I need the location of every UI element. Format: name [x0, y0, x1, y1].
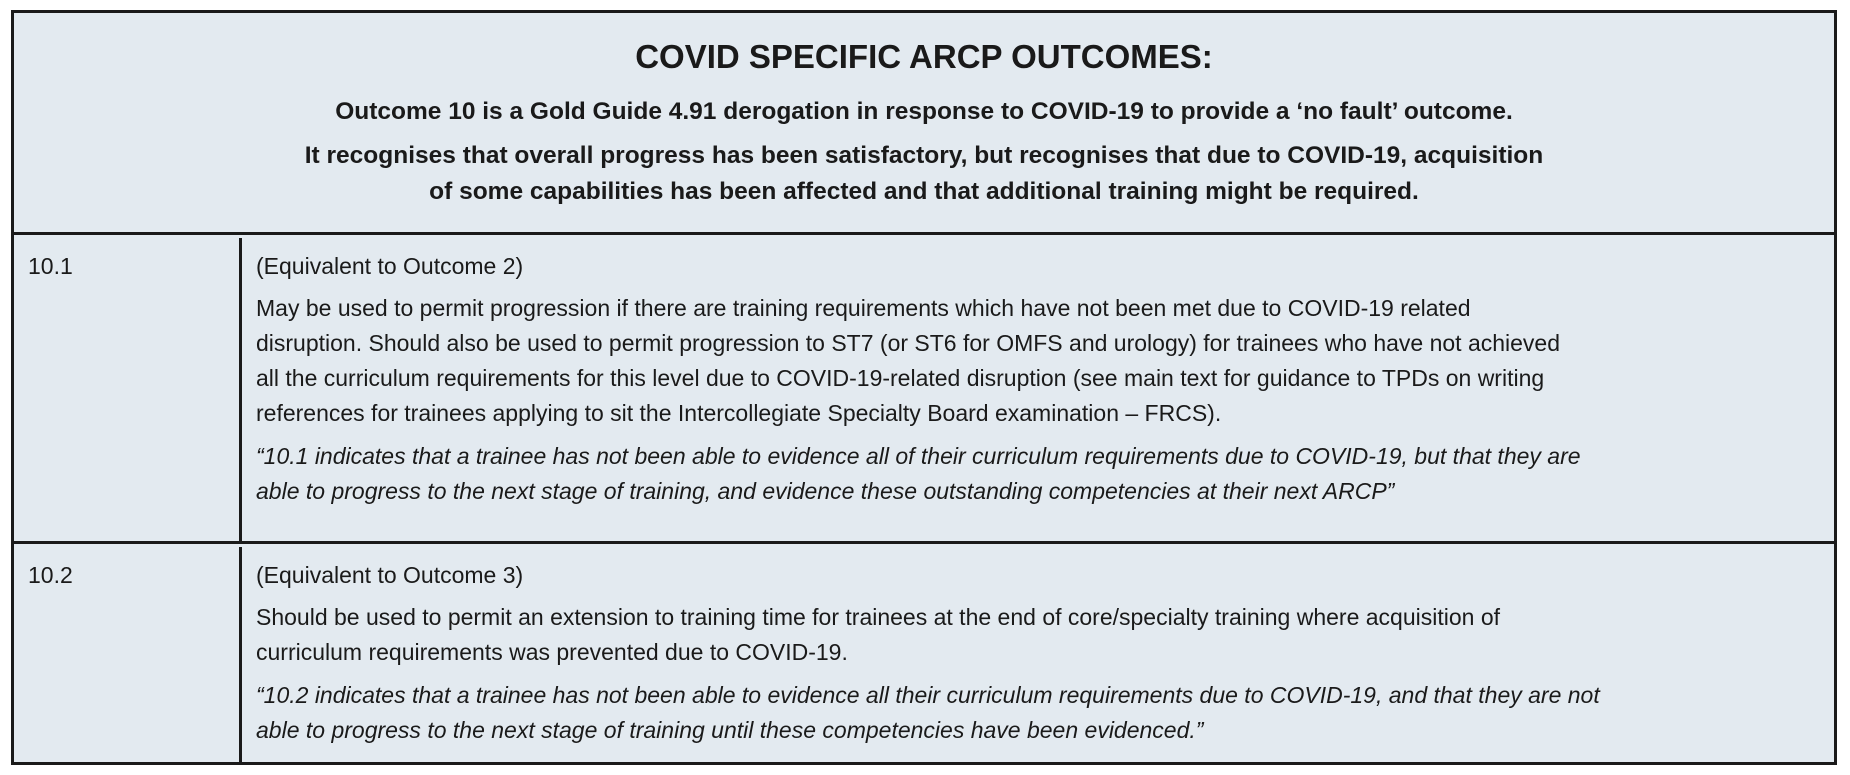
outcome-code-cell [14, 547, 242, 762]
outcome-equivalence: (Equivalent to Outcome 3) [256, 562, 524, 588]
table-row-10-2 [14, 547, 1834, 762]
outcome-description-line: all the curriculum requirements for this level due to COVID-19-related disruption (see main text for guidance to TPDs on writing [256, 365, 1545, 391]
table-row-10-1 [14, 238, 1834, 544]
outcome-description-cell [242, 547, 1834, 762]
header-description-line-1: It recognises that overall progress has been satisfactory, but recognises that due to COVID-19, acquisition [304, 142, 1544, 169]
outcome-description-line: references for trainees applying to sit the Intercollegiate Specialty Board examination – FRCS). [256, 400, 1222, 426]
outcome-code: 10.2 [28, 562, 73, 588]
outcome-quote-line: able to progress to the next stage of training, and evidence these outstanding competencies at their next ARCP” [256, 478, 1395, 504]
outcome-code: 10.1 [28, 253, 73, 279]
outcome-description-line: curriculum requirements was prevented due to COVID-19. [256, 639, 848, 665]
outcome-description-line: disruption. Should also be used to permit progression to ST7 (or ST6 for OMFS and urology) for trainees who have not achieved [256, 330, 1561, 356]
outcome-description-cell [242, 238, 1834, 541]
outcome-quote-line: “10.1 indicates that a trainee has not been able to evidence all of their curriculum requirements due to COVID-19, but that they are [256, 443, 1581, 469]
outcome-description-line: Should be used to permit an extension to training time for trainees at the end of core/specialty training where acquisition of [256, 604, 1500, 630]
outcome-equivalence: (Equivalent to Outcome 2) [256, 253, 524, 279]
header-intro-line: Outcome 10 is a Gold Guide 4.91 derogation in response to COVID-19 to provide a ‘no fault’ outcome. [335, 98, 1513, 125]
outcome-quote-line: “10.2 indicates that a trainee has not been able to evidence all their curriculum requirements due to COVID-19, and that they are not [256, 682, 1600, 708]
table-header [14, 13, 1834, 235]
outcome-description-line: May be used to permit progression if there are training requirements which have not been met due to COVID-19 related [256, 295, 1471, 321]
header-description-line-2: of some capabilities has been affected and that additional training might be required. [429, 178, 1419, 205]
outcome-quote-line: able to progress to the next stage of training until these competencies have been evidenced.” [256, 717, 1204, 743]
outcome-code-cell [14, 238, 242, 541]
arcp-outcomes-table [11, 10, 1837, 765]
table-title: COVID SPECIFIC ARCP OUTCOMES: [635, 38, 1213, 75]
